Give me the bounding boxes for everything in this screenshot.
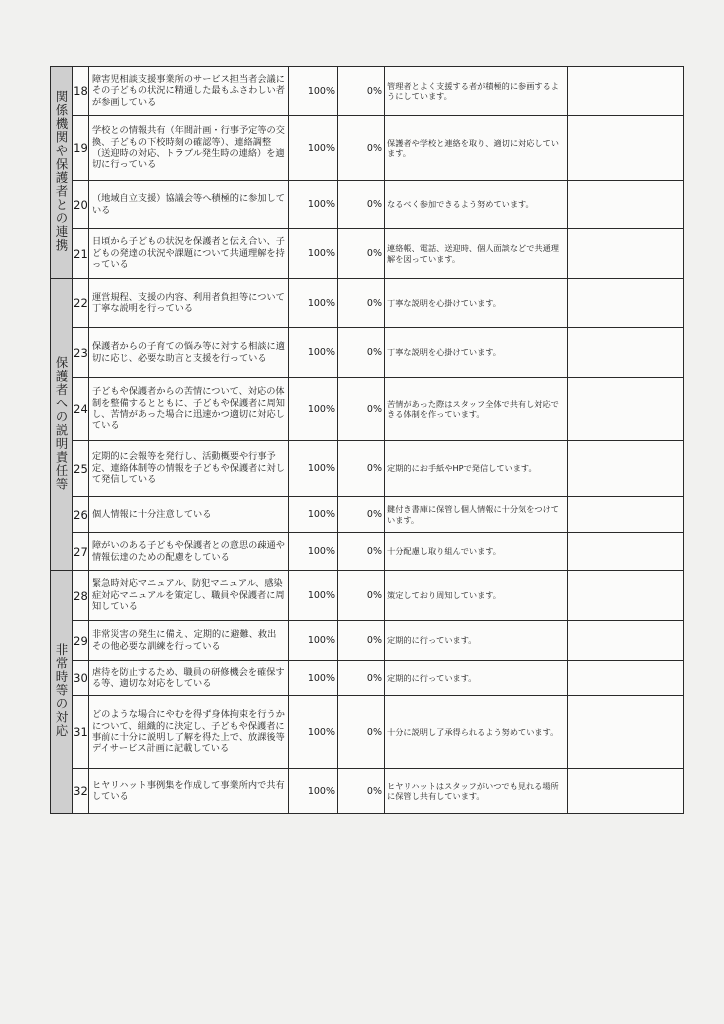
note-text: 丁寧な説明を心掛けています。 [385, 328, 568, 378]
category-label: 非常時等の対応 [54, 643, 69, 738]
note-text: 鍵付き書庫に保管し個人情報に十分気をつけています。 [385, 497, 568, 533]
item-text: 非常災害の発生に備え、定期的に避難、救出その他必要な訓練を行っている [89, 621, 289, 661]
table-row [51, 67, 684, 116]
note-text: 十分に説明し了承得られるよう努めています。 [385, 696, 568, 769]
extra-cell [568, 661, 684, 696]
note-text: 保護者や学校と連絡を取り、適切に対応しています。 [385, 116, 568, 181]
category-label: 関係機関や保護者との連携 [54, 90, 69, 252]
note-text: 丁寧な説明を心掛けています。 [385, 279, 568, 328]
table-row [51, 661, 684, 696]
item-text: 日頃から子どもの状況を保護者と伝え合い、子どもの発達の状況や課題について共通理解を持っている [89, 229, 289, 279]
extra-cell [568, 696, 684, 769]
note-text: ヒヤリハットはスタッフがいつでも見れる場所に保管し共有しています。 [385, 769, 568, 814]
row-number: 31 [73, 696, 89, 769]
row-number: 22 [73, 279, 89, 328]
table-row [51, 378, 684, 441]
row-number: 32 [73, 769, 89, 814]
yes-percent: 100% [289, 441, 338, 497]
no-percent: 0% [338, 279, 385, 328]
item-text: 障害児相談支援事業所のサービス担当者会議にその子どもの状況に精通した最もふさわしい者が参画している [89, 67, 289, 116]
no-percent: 0% [338, 181, 385, 229]
table-row [51, 621, 684, 661]
no-percent: 0% [338, 116, 385, 181]
note-text: 十分配慮し取り組んでいます。 [385, 533, 568, 571]
extra-cell [568, 116, 684, 181]
note-text: 策定しており周知しています。 [385, 571, 568, 621]
no-percent: 0% [338, 378, 385, 441]
category-label: 保護者への説明責任等 [54, 355, 69, 491]
row-number: 20 [73, 181, 89, 229]
category-cell [51, 279, 73, 571]
extra-cell [568, 769, 684, 814]
table-row [51, 497, 684, 533]
item-text: どのような場合にやむを得ず身体拘束を行うかについて、組織的に決定し、子どもや保護者に事前に十分に説明し了解を得た上で、放課後等デイサービス計画に記載している [89, 696, 289, 769]
evaluation-table [50, 66, 684, 814]
category-cell [51, 571, 73, 814]
table-row [51, 328, 684, 378]
note-text: 定期的に行っています。 [385, 621, 568, 661]
note-text: 連絡帳、電話、送迎時、個人面談などで共通理解を図っています。 [385, 229, 568, 279]
row-number: 26 [73, 497, 89, 533]
extra-cell [568, 441, 684, 497]
yes-percent: 100% [289, 696, 338, 769]
table-row [51, 571, 684, 621]
yes-percent: 100% [289, 279, 338, 328]
yes-percent: 100% [289, 497, 338, 533]
no-percent: 0% [338, 533, 385, 571]
item-text: 子どもや保護者からの苦情について、対応の体制を整備するとともに、子どもや保護者に周知し、苦情があった場合に迅速かつ適切に対応している [89, 378, 289, 441]
note-text: 苦情があった際はスタッフ全体で共有し対応できる体制を作っています。 [385, 378, 568, 441]
yes-percent: 100% [289, 661, 338, 696]
table-row [51, 769, 684, 814]
no-percent: 0% [338, 769, 385, 814]
yes-percent: 100% [289, 328, 338, 378]
table-row [51, 533, 684, 571]
item-text: 学校との情報共有（年間計画・行事予定等の交換、子どもの下校時刻の確認等）、連絡調整（送迎時の対応、トラブル発生時の連絡）を適切に行っている [89, 116, 289, 181]
yes-percent: 100% [289, 67, 338, 116]
note-text: なるべく参加できるよう努めています。 [385, 181, 568, 229]
extra-cell [568, 571, 684, 621]
yes-percent: 100% [289, 769, 338, 814]
note-text: 管理者とよく支援する者が積極的に参画するようにしています。 [385, 67, 568, 116]
yes-percent: 100% [289, 621, 338, 661]
row-number: 25 [73, 441, 89, 497]
table-row [51, 229, 684, 279]
note-text: 定期的に行っています。 [385, 661, 568, 696]
row-number: 24 [73, 378, 89, 441]
yes-percent: 100% [289, 378, 338, 441]
no-percent: 0% [338, 571, 385, 621]
no-percent: 0% [338, 696, 385, 769]
yes-percent: 100% [289, 571, 338, 621]
item-text: 個人情報に十分注意している [89, 497, 289, 533]
no-percent: 0% [338, 621, 385, 661]
item-text: 運営規程、支援の内容、利用者負担等について丁寧な説明を行っている [89, 279, 289, 328]
row-number: 18 [73, 67, 89, 116]
yes-percent: 100% [289, 116, 338, 181]
item-text: ヒヤリハット事例集を作成して事業所内で共有している [89, 769, 289, 814]
extra-cell [568, 181, 684, 229]
row-number: 28 [73, 571, 89, 621]
item-text: 定期的に会報等を発行し、活動概要や行事予定、連絡体制等の情報を子どもや保護者に対して発信している [89, 441, 289, 497]
yes-percent: 100% [289, 181, 338, 229]
extra-cell [568, 378, 684, 441]
category-cell [51, 67, 73, 279]
extra-cell [568, 279, 684, 328]
table-row [51, 696, 684, 769]
item-text: 虐待を防止するため、職員の研修機会を確保する等、適切な対応をしている [89, 661, 289, 696]
row-number: 21 [73, 229, 89, 279]
no-percent: 0% [338, 328, 385, 378]
yes-percent: 100% [289, 229, 338, 279]
extra-cell [568, 67, 684, 116]
extra-cell [568, 229, 684, 279]
row-number: 30 [73, 661, 89, 696]
row-number: 27 [73, 533, 89, 571]
row-number: 29 [73, 621, 89, 661]
extra-cell [568, 497, 684, 533]
table-row [51, 441, 684, 497]
no-percent: 0% [338, 67, 385, 116]
item-text: （地域自立支援）協議会等へ積極的に参加している [89, 181, 289, 229]
yes-percent: 100% [289, 533, 338, 571]
no-percent: 0% [338, 497, 385, 533]
row-number: 23 [73, 328, 89, 378]
table-row [51, 279, 684, 328]
item-text: 障がいのある子どもや保護者との意思の疎通や情報伝達のための配慮をしている [89, 533, 289, 571]
extra-cell [568, 328, 684, 378]
note-text: 定期的にお手紙やHPで発信しています。 [385, 441, 568, 497]
item-text: 保護者からの子育ての悩み等に対する相談に適切に応じ、必要な助言と支援を行っている [89, 328, 289, 378]
no-percent: 0% [338, 441, 385, 497]
item-text: 緊急時対応マニュアル、防犯マニュアル、感染症対応マニュアルを策定し、職員や保護者に周知している [89, 571, 289, 621]
extra-cell [568, 533, 684, 571]
no-percent: 0% [338, 229, 385, 279]
table-row [51, 116, 684, 181]
no-percent: 0% [338, 661, 385, 696]
table-row [51, 181, 684, 229]
extra-cell [568, 621, 684, 661]
row-number: 19 [73, 116, 89, 181]
